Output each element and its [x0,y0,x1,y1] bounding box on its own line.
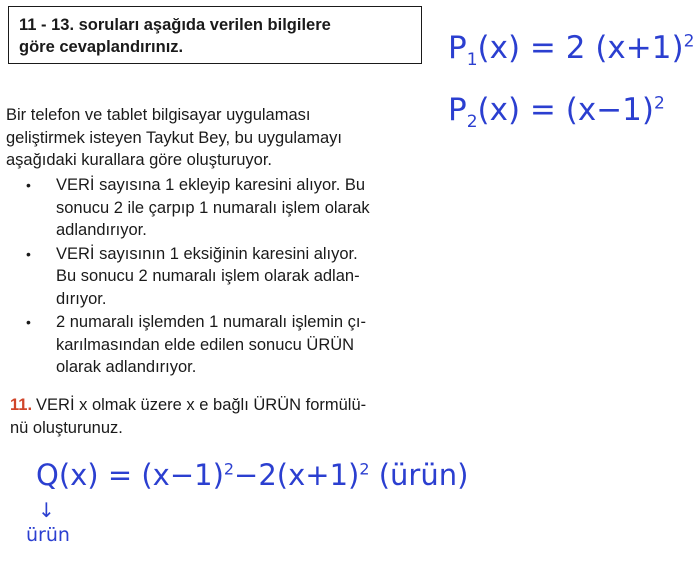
question-group-header: 11 - 13. soruları aşağıda verilen bilgilere göre cevaplandırınız. [8,6,422,64]
bullet-icon: • [26,245,31,262]
qx-exponent-2: 2 [359,459,370,479]
p2-rest: (x) = (x−1) [477,92,654,128]
question-text: VERİ x olmak üzere x e bağlı ÜRÜN formülü- nü oluşturunuz. [10,396,367,437]
p1-name: P [448,30,467,66]
qx-mid: −2(x+1) [234,458,360,492]
intro-paragraph: Bir telefon ve tablet bilgisayar uygulaması geliştirmek isteyen Taykut Bey, bu uygulamayı aşağıdaki kurallara göre oluşturuyor. [6,106,342,169]
qx-lhs: Q(x) = (x−1) [36,458,224,492]
handwritten-p1-formula [448,30,694,70]
qx-note: (ürün) [378,458,469,492]
p1-subscript: 1 [466,50,478,71]
rule-text: VERİ sayısına 1 ekleyip karesini alıyor. Bu sonucu 2 ile çarpıp 1 numaralı işlem olarak adlandırıyor. [56,176,370,239]
rules-list [26,174,446,380]
bullet-icon: • [26,314,31,330]
p1-rest: (x) = 2 (x+1) [477,30,684,66]
handwritten-urun-label: ürün [26,524,70,546]
handwritten-p2-formula [448,92,665,132]
p1-exponent: 2 [683,31,694,52]
question-number: 11. [10,396,33,414]
list-item [26,174,446,242]
p2-subscript: 2 [466,112,478,133]
bullet-icon: • [26,177,31,193]
rule-text: VERİ sayısının 1 eksiğinin karesini alıyor. Bu sonucu 2 numaralı işlem olarak adlan- dırıyor. [56,244,360,308]
down-arrow-icon: ↓ [38,498,55,522]
list-item [26,243,446,311]
list-item [26,311,446,379]
handwritten-answer-formula [36,458,468,492]
rule-text: 2 numaralı işlemden 1 numaralı işlemin çı- karılmasından elde edilen sonucu ÜRÜN olarak adlandırıyor. [56,313,366,376]
question-11 [10,394,450,439]
p2-exponent: 2 [654,93,665,114]
p2-name: P [448,92,467,128]
qx-exponent-1: 2 [223,459,235,479]
